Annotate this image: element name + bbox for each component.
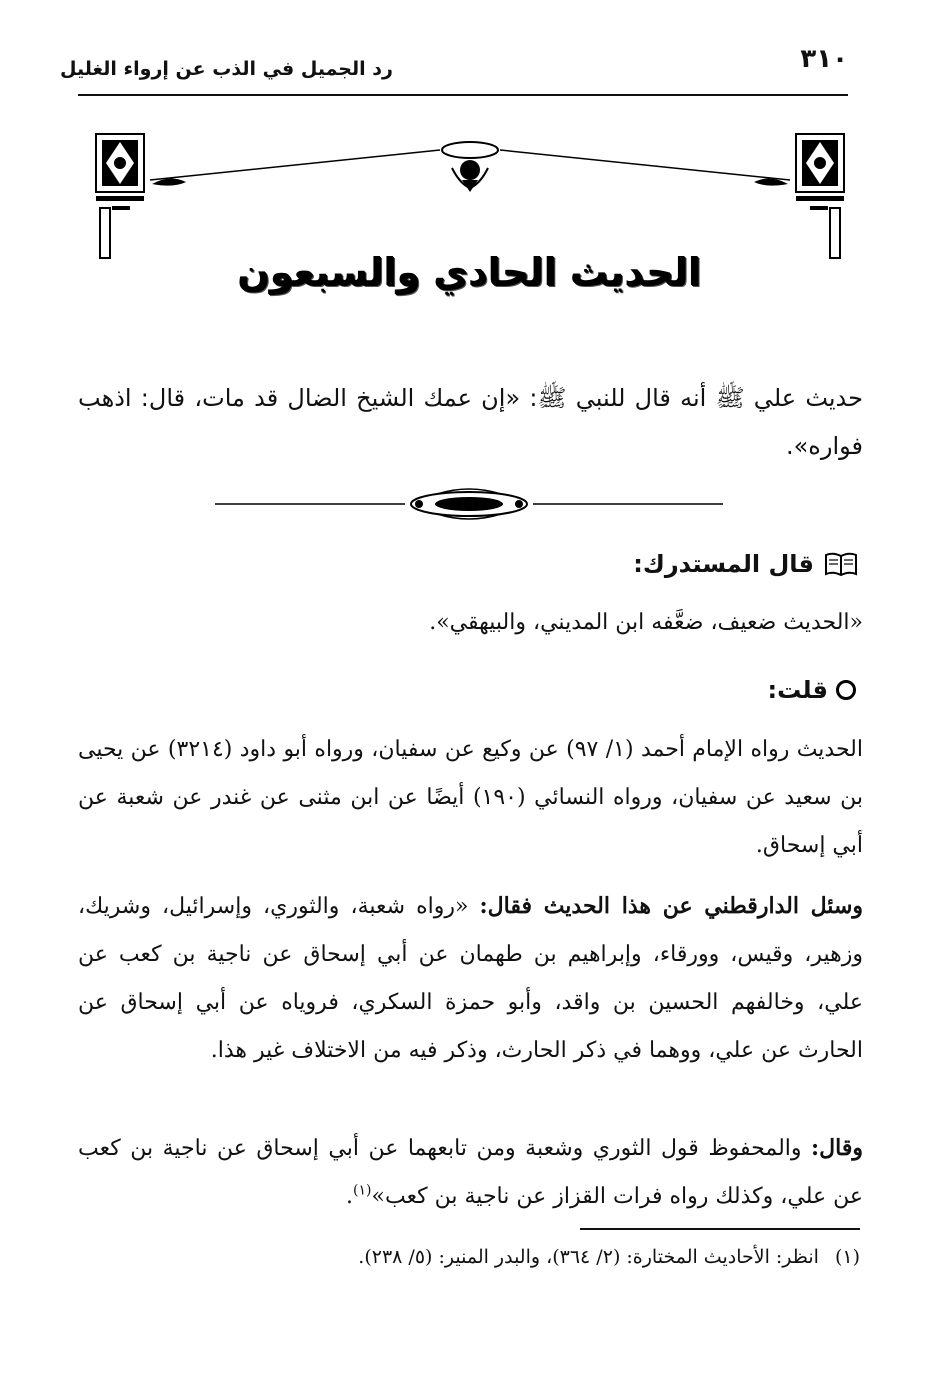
paragraph-3-body: والمحفوظ قول الثوري وشعبة ومن تابعهما عن أبي إسحاق عن ناجية بن كعب عن علي، وكذلك رواه فرات القزاز عن ناجية بن كعب»	[78, 1136, 863, 1209]
footnote-text: انظر: الأحاديث المختارة: (٢/ ٣٦٤)، والبدر المنير: (٥/ ٢٣٨).	[358, 1246, 819, 1268]
footnote	[358, 1246, 860, 1268]
paragraph-3-end: .	[346, 1184, 354, 1209]
daraqutni-quote: «رواه شعبة، والثوري، وإسرائيل، وشريك، وزهير، وقيس، وورقاء، وإبراهيم بن طهمان عن أبي إسحاق عن ناجية بن كعب عن علي، وخالفهم الحسين بن واقد، وأبو حمزة السكري، فروياه عن أبي إسحاق عن الحارث عن علي، ووهما في ذكر الحارث، وذكر فيه من الاختلاف غير هذا.	[78, 894, 863, 1063]
reply-label: قلت:	[767, 676, 828, 704]
reply-paragraph-2	[78, 882, 863, 1075]
mustadrak-heading	[633, 550, 858, 578]
reply-heading	[767, 676, 856, 704]
circle-bullet-icon	[836, 680, 856, 700]
running-title: رد الجميل في الذب عن إرواء الغليل	[60, 58, 393, 80]
left-ornament-block-icon	[96, 134, 144, 258]
hadith-text: حديث علي ﷺ أنه قال للنبي ﷺ: «إن عمك الشيخ الضال قد مات، قال: اذهب فواره».	[78, 384, 863, 460]
center-ornament-icon	[442, 142, 498, 192]
footnote-reference[interactable]: (١)	[353, 1182, 372, 1199]
mustadrak-label: قال المستدرك:	[633, 550, 814, 578]
open-book-icon	[824, 551, 858, 577]
page-number: ٣١٠	[800, 44, 848, 74]
mustadrak-quote: «الحديث ضعيف، ضعَّفه ابن المديني، والبيهقي».	[429, 610, 863, 635]
chapter-title: الحديث الحادي والسبعون	[237, 250, 701, 294]
qala-lead: وقال:	[811, 1135, 863, 1161]
ornamental-divider-icon	[215, 486, 723, 522]
daraqutni-lead: وسئل الدارقطني عن هذا الحديث فقال:	[479, 893, 864, 919]
right-ornament-block-icon	[796, 134, 844, 258]
reply-paragraph-3	[78, 1124, 863, 1221]
footnote-rule	[580, 1228, 860, 1230]
header-rule	[78, 94, 848, 96]
reply-paragraph-1: الحديث رواه الإمام أحمد (١/ ٩٧) عن وكيع عن سفيان، ورواه أبو داود (٣٢١٤) عن يحيى بن سعيد عن سفيان، ورواه النسائي (١٩٠) أيضًا عن ابن مثنى عن غندر عن شعبة عن أبي إسحاق.	[78, 737, 863, 858]
ornament-frame-icon	[90, 128, 850, 268]
footnote-number: (١)	[834, 1246, 860, 1268]
